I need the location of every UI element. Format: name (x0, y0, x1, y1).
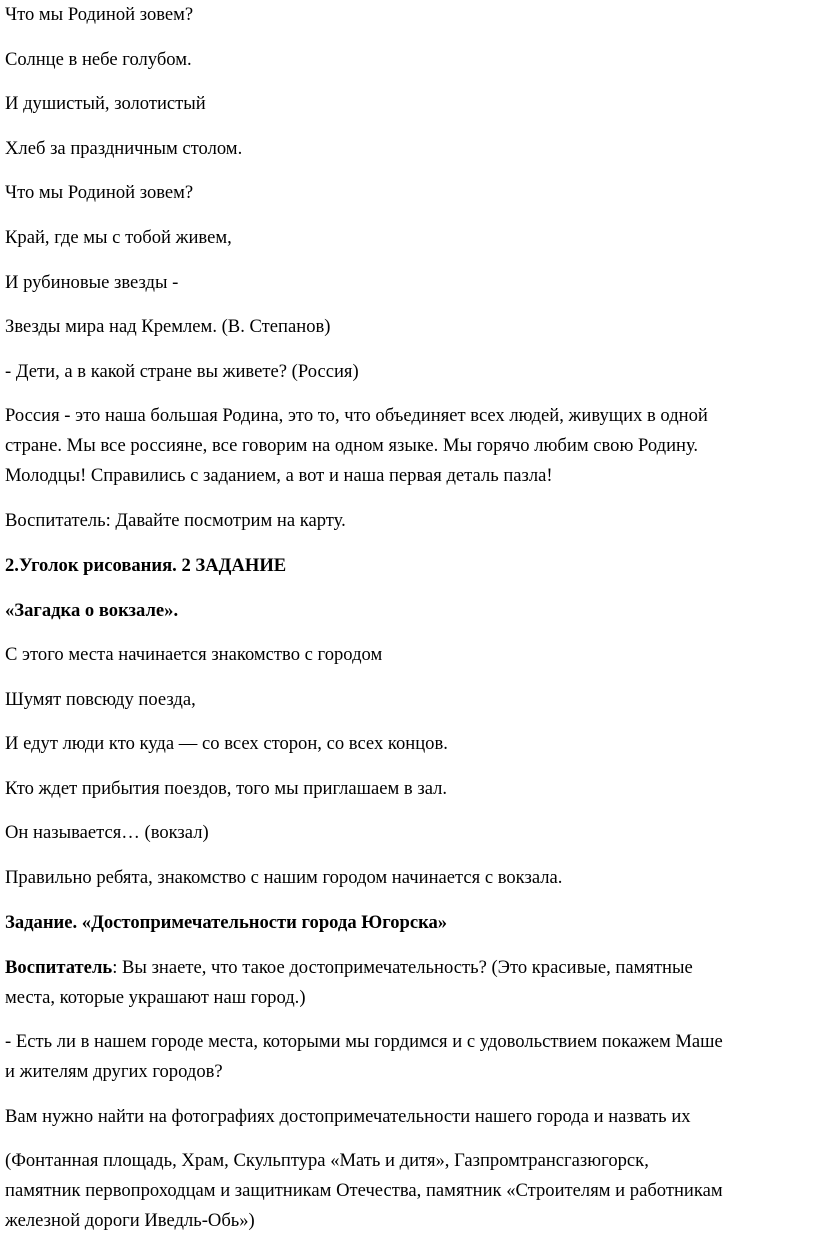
russia-paragraph-line-3: Молодцы! Справились с заданием, а вот и наша первая деталь пазла! (5, 465, 553, 486)
poem-line-1: Что мы Родиной зовем? (5, 4, 194, 25)
riddle-line-3: И едут люди кто куда — со всех сторон, со всех концов. (5, 733, 448, 754)
teacher-question-line-1 (5, 953, 815, 983)
pride-question-line-1: - Есть ли в нашем городе места, которыми мы гордимся и с удовольствием покажем Маше (5, 1031, 723, 1052)
poem-line-4: Хлеб за праздничным столом. (5, 138, 243, 159)
places-list-line-3: железной дороги Иведль-Обь») (5, 1210, 255, 1231)
riddle-heading: «Загадка о вокзале». (5, 600, 179, 621)
russia-paragraph-line-1: Россия - это наша большая Родина, это то, что объединяет всех людей, живущих в одной (5, 405, 708, 426)
poem-line-6: Край, где мы с тобой живем, (5, 227, 232, 248)
teacher-question-line-2: места, которые украшают наш город.) (5, 987, 306, 1008)
riddle-line-4: Кто ждет прибытия поездов, того мы приглашаем в зал. (5, 778, 448, 799)
map-instruction: Воспитатель: Давайте посмотрим на карту. (5, 510, 346, 531)
poem-line-7: И рубиновые звезды - (5, 272, 179, 293)
find-instruction: Вам нужно найти на фотографиях достопримечательности нашего города и назвать их (5, 1106, 691, 1127)
teacher-question-text: : Вы знаете, что такое достопримечательность? (Это красивые, памятные (112, 957, 693, 978)
pride-question-line-2: и жителям других городов? (5, 1061, 223, 1082)
riddle-line-2: Шумят повсюду поезда, (5, 689, 196, 710)
poem-line-5: Что мы Родиной зовем? (5, 182, 194, 203)
places-list-line-1: (Фонтанная площадь, Храм, Скульптура «Мать и дитя», Газпромтрансгазюгорск, (5, 1150, 649, 1171)
teacher-label: Воспитатель (5, 957, 113, 978)
poem-line-2: Солнце в небе голубом. (5, 49, 192, 70)
question-country: - Дети, а в какой стране вы живете? (Россия) (5, 361, 359, 382)
task-2-heading: 2.Уголок рисования. 2 ЗАДАНИЕ (5, 555, 287, 576)
station-statement: Правильно ребята, знакомство с нашим городом начинается с вокзала. (5, 867, 563, 888)
places-list-line-2: памятник первопроходцам и защитникам Отечества, памятник «Строителям и работникам (5, 1180, 723, 1201)
poem-line-3: И душистый, золотистый (5, 93, 206, 114)
riddle-line-1: С этого места начинается знакомство с городом (5, 644, 383, 665)
sights-task-heading: Задание. «Достопримечательности города Югорска» (5, 912, 448, 933)
poem-line-8: Звезды мира над Кремлем. (В. Степанов) (5, 316, 331, 337)
riddle-answer: Он называется… (вокзал) (5, 822, 209, 843)
russia-paragraph-line-2: стране. Мы все россияне, все говорим на одном языке. Мы горячо любим свою Родину. (5, 435, 699, 456)
